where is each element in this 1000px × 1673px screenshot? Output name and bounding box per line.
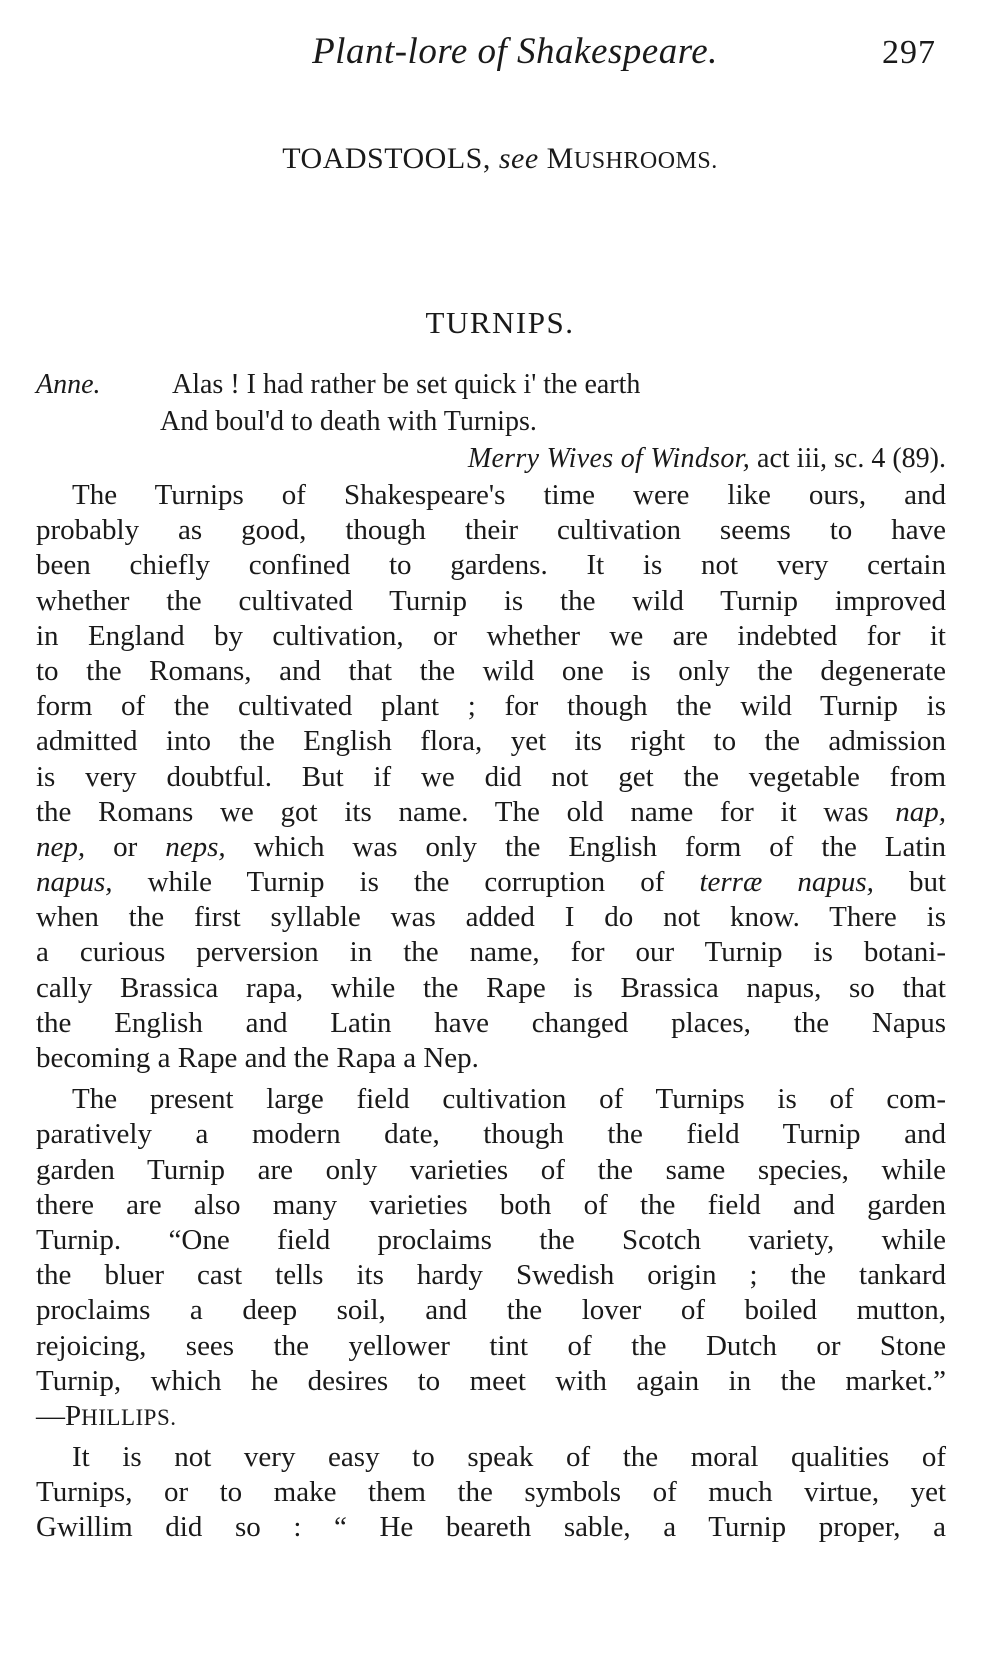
quote-source-title: Merry Wives of Windsor,	[467, 443, 751, 474]
text-line: been chiefly confined to gardens. It is not very certain	[36, 549, 946, 582]
text-line: paratively a modern date, though the field Turnip and	[36, 1118, 946, 1151]
quote-source	[468, 440, 946, 477]
text-line	[36, 865, 946, 900]
italic-term: terræ napus,	[699, 866, 874, 899]
text-run: but	[873, 866, 946, 899]
paragraph-3	[36, 1440, 946, 1546]
quote-source-ref: act iii, sc. 4 (89).	[750, 443, 946, 474]
cross-reference-see: see	[498, 142, 539, 175]
text-run: the Romans we got its name. The old name for it was	[36, 795, 896, 828]
italic-term: napus,	[36, 866, 113, 899]
attribution-line	[36, 1399, 946, 1434]
attribution-dash: —	[36, 1399, 65, 1432]
text-line: Turnip. “One field proclaims the Scotch variety, while	[36, 1223, 946, 1256]
text-line: garden Turnip are only varieties of the same species, while	[36, 1153, 946, 1186]
text-line: a curious perversion in the name, for our Turnip is botani-	[36, 936, 946, 969]
text-line: Turnip, which he desires to meet with again in the market.”	[36, 1364, 946, 1397]
quote-line: Alas ! I had rather be set quick i' the earth	[172, 369, 641, 400]
text-line: The present large field cultivation of Turnips is of com-	[72, 1083, 946, 1116]
italic-term: nap,	[895, 795, 946, 828]
cross-reference-target	[547, 142, 718, 175]
paragraph-1	[36, 478, 946, 1076]
text-run: or	[85, 830, 166, 863]
text-line: form of the cultivated plant ; for though the wild Turnip is	[36, 690, 946, 723]
text-line: to the Romans, and that the wild one is only the degenerate	[36, 654, 946, 687]
attribution-initial: P	[65, 1399, 82, 1432]
body-text	[36, 478, 946, 1546]
text-line: admitted into the English flora, yet its right to the admission	[36, 725, 946, 758]
text-line: probably as good, though their cultivation seems to have	[36, 514, 946, 547]
running-title: Plant-lore of Shakespeare.	[312, 31, 718, 72]
text-line: proclaims a deep soil, and the lover of boiled mutton,	[36, 1294, 946, 1327]
text-run: while Turnip is the corruption of	[112, 866, 700, 899]
italic-term: neps,	[165, 830, 226, 863]
text-line: whether the cultivated Turnip is the wild Turnip improved	[36, 584, 946, 617]
text-line: rejoicing, sees the yellower tint of the Dutch or Stone	[36, 1329, 946, 1362]
cross-reference-term: TOADSTOOLS,	[282, 142, 491, 175]
text-line: cally Brassica rapa, while the Rape is Brassica napus, so that	[36, 971, 946, 1004]
paragraph-2	[36, 1082, 946, 1434]
cross-reference-target-rest: USHROOMS.	[573, 148, 718, 174]
text-line: the bluer cast tells its hardy Swedish origin ; the tankard	[36, 1259, 946, 1292]
text-line: Turnips, or to make them the symbols of much virtue, yet	[36, 1476, 946, 1509]
text-line	[36, 795, 946, 830]
page-number: 297	[882, 34, 936, 71]
text-line: when the first syllable was added I do not know. There is	[36, 901, 946, 934]
text-run: which was only the English form of the Latin	[225, 830, 946, 863]
text-line: the English and Latin have changed places, the Napus	[36, 1006, 946, 1039]
section-title: TURNIPS.	[425, 305, 575, 340]
italic-term: nep,	[36, 830, 86, 863]
text-line: becoming a Rape and the Rapa a Nep.	[36, 1042, 479, 1074]
text-line: Gwillim did so : “ He beareth sable, a Turnip proper, a	[36, 1511, 946, 1544]
quote-line: And boul'd to death with Turnips.	[160, 406, 537, 437]
running-head	[0, 30, 1000, 76]
text-line: The Turnips of Shakespeare's time were like ours, and	[72, 479, 946, 511]
text-line	[36, 830, 946, 865]
text-line: there are also many varieties both of the field and garden	[36, 1188, 946, 1221]
cross-reference-target-initial: M	[546, 142, 574, 175]
quote-speaker: Anne.	[36, 369, 101, 400]
text-line: is very doubtful. But if we did not get the vegetable from	[36, 760, 946, 793]
attribution-rest: HILLIPS.	[81, 1404, 177, 1430]
text-line: It is not very easy to speak of the moral qualities of	[72, 1441, 946, 1474]
cross-reference	[0, 142, 1000, 176]
text-line: in England by cultivation, or whether we are indebted for it	[36, 619, 946, 652]
